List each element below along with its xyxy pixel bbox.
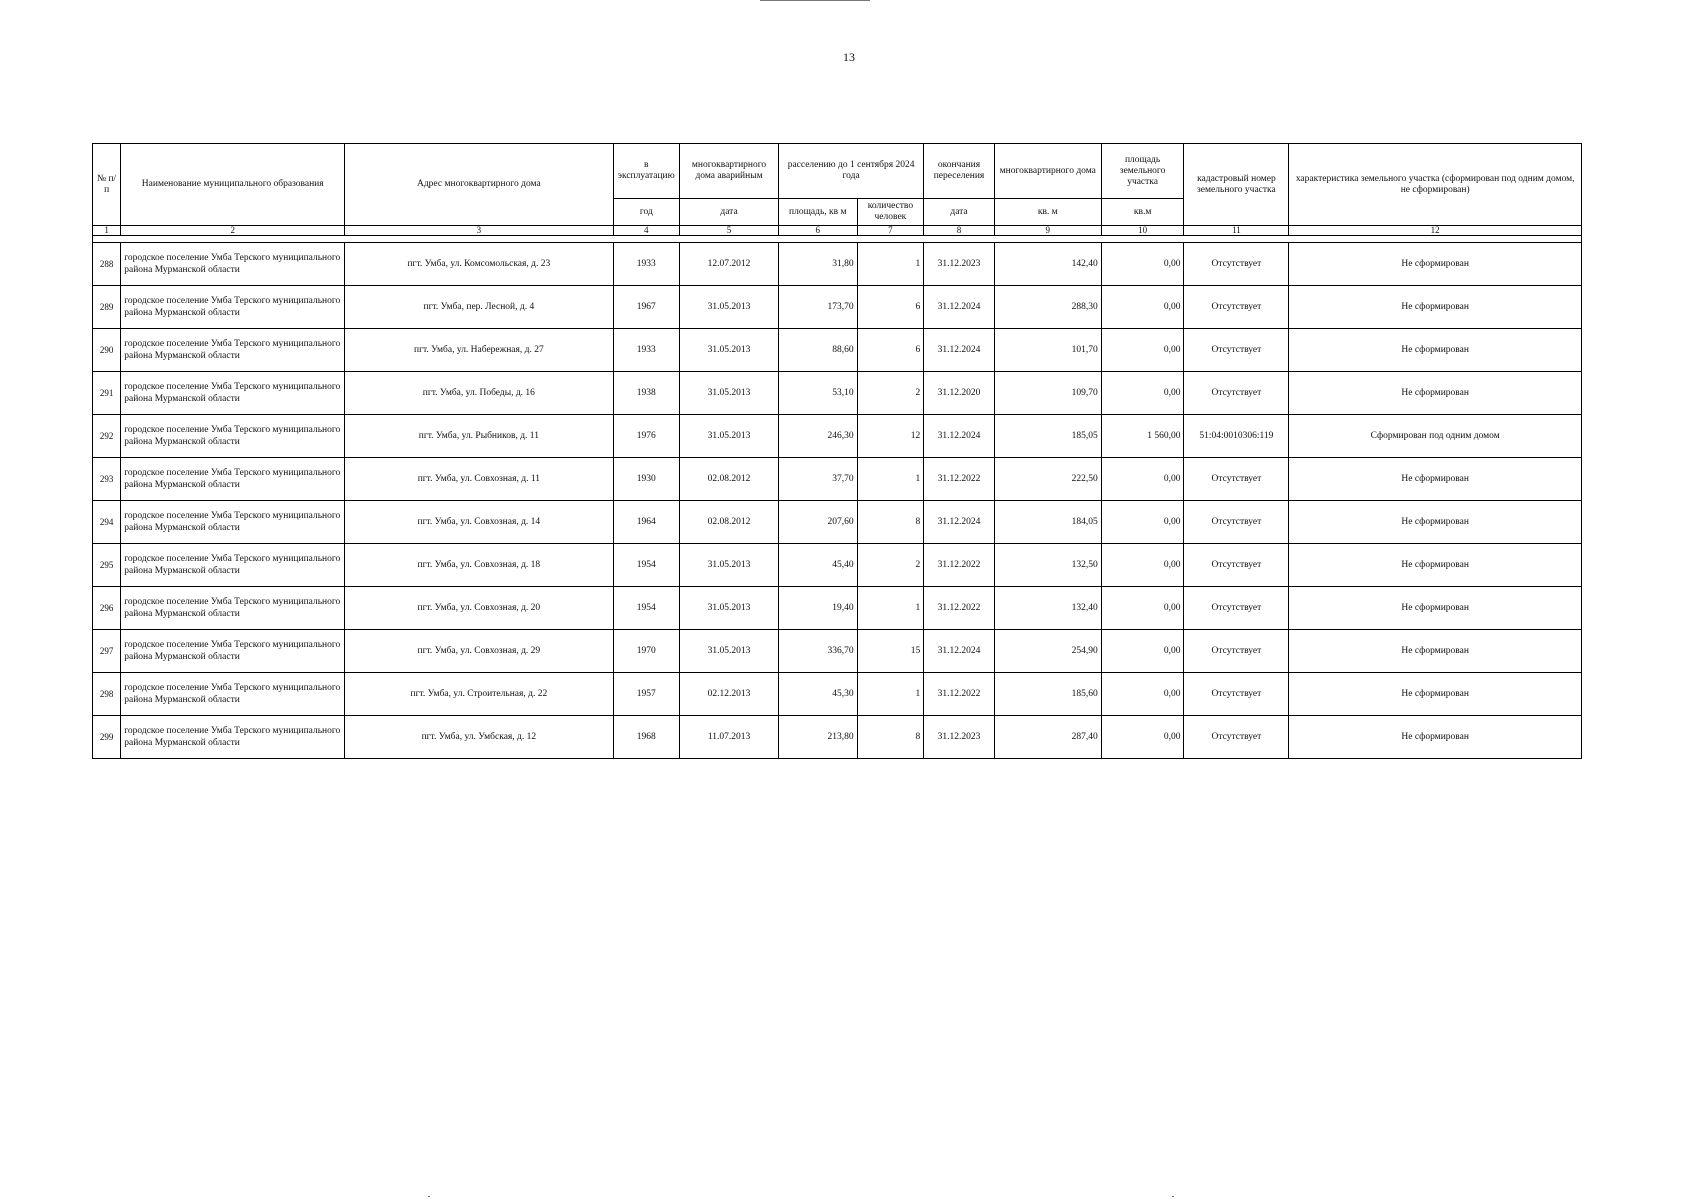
house-area-cell: 222,50 <box>994 458 1101 501</box>
cadastral-number-cell: Отсутствует <box>1184 587 1289 630</box>
people-count-cell: 1 <box>857 243 924 286</box>
people-count-cell: 12 <box>857 415 924 458</box>
year-cell: 1938 <box>613 372 680 415</box>
column-index: 1 <box>93 226 121 236</box>
end-date-cell: 31.12.2024 <box>924 501 995 544</box>
column-index: 5 <box>680 226 779 236</box>
row-number: 297 <box>93 630 121 673</box>
column-index: 3 <box>345 226 613 236</box>
house-area-cell: 132,40 <box>994 587 1101 630</box>
scan-artifact-bottom-right <box>1172 1196 1174 1197</box>
house-area-cell: 287,40 <box>994 716 1101 759</box>
land-area-cell: 1 560,00 <box>1101 415 1184 458</box>
scan-artifact-top <box>760 0 870 1</box>
house-area-cell: 288,30 <box>994 286 1101 329</box>
header-land-area: площадь земельного участка <box>1101 144 1184 199</box>
house-area-cell: 185,05 <box>994 415 1101 458</box>
land-status-cell: Не сформирован <box>1289 372 1582 415</box>
page-number: 13 <box>843 50 855 64</box>
table-row <box>93 587 1582 630</box>
land-area-cell: 0,00 <box>1101 587 1184 630</box>
table-row <box>93 501 1582 544</box>
end-date-cell: 31.12.2020 <box>924 372 995 415</box>
emergency-date-cell: 31.05.2013 <box>680 329 779 372</box>
land-status-cell: Не сформирован <box>1289 286 1582 329</box>
header-land-status: характеристика земельного участка (сформирован под одним домом, не сформирован) <box>1289 144 1582 226</box>
cadastral-number-cell: 51:04:0010306:119 <box>1184 415 1289 458</box>
address-cell: пгт. Умба, ул. Совхозная, д. 11 <box>345 458 613 501</box>
table-row <box>93 544 1582 587</box>
cadastral-number-cell: Отсутствует <box>1184 329 1289 372</box>
header-end: окончания переселения <box>924 144 995 199</box>
column-index: 12 <box>1289 226 1582 236</box>
municipality-cell: городское поселение Умба Терского муниципального района Мурманской области <box>121 243 345 286</box>
resettle-area-cell: 37,70 <box>778 458 857 501</box>
resettle-area-cell: 53,10 <box>778 372 857 415</box>
resettle-area-cell: 213,80 <box>778 716 857 759</box>
land-area-cell: 0,00 <box>1101 544 1184 587</box>
end-date-cell: 31.12.2024 <box>924 415 995 458</box>
row-number: 294 <box>93 501 121 544</box>
municipality-cell: городское поселение Умба Терского муниципального района Мурманской области <box>121 415 345 458</box>
row-number: 299 <box>93 716 121 759</box>
address-cell: пгт. Умба, ул. Умбская, д. 12 <box>345 716 613 759</box>
address-cell: пгт. Умба, ул. Набережная, д. 27 <box>345 329 613 372</box>
end-date-cell: 31.12.2023 <box>924 716 995 759</box>
land-status-cell: Сформирован под одним домом <box>1289 415 1582 458</box>
municipality-cell: городское поселение Умба Терского муниципального района Мурманской области <box>121 329 345 372</box>
table-body <box>93 236 1582 759</box>
year-cell: 1930 <box>613 458 680 501</box>
table-row <box>93 716 1582 759</box>
column-index-row <box>93 226 1582 236</box>
column-index: 10 <box>1101 226 1184 236</box>
emergency-date-cell: 11.07.2013 <box>680 716 779 759</box>
table-row <box>93 415 1582 458</box>
row-number: 295 <box>93 544 121 587</box>
land-status-cell: Не сформирован <box>1289 329 1582 372</box>
address-cell: пгт. Умба, пер. Лесной, д. 4 <box>345 286 613 329</box>
emergency-date-cell: 12.07.2012 <box>680 243 779 286</box>
row-number: 290 <box>93 329 121 372</box>
row-number: 293 <box>93 458 121 501</box>
land-status-cell: Не сформирован <box>1289 544 1582 587</box>
column-index: 7 <box>857 226 924 236</box>
year-cell: 1954 <box>613 544 680 587</box>
resettle-area-cell: 45,40 <box>778 544 857 587</box>
end-date-cell: 31.12.2022 <box>924 458 995 501</box>
cadastral-number-cell: Отсутствует <box>1184 243 1289 286</box>
people-count-cell: 2 <box>857 544 924 587</box>
municipality-cell: городское поселение Умба Терского муниципального района Мурманской области <box>121 673 345 716</box>
housing-register-table <box>92 143 1582 759</box>
people-count-cell: 15 <box>857 630 924 673</box>
land-area-cell: 0,00 <box>1101 329 1184 372</box>
cadastral-number-cell: Отсутствует <box>1184 544 1289 587</box>
cadastral-number-cell: Отсутствует <box>1184 458 1289 501</box>
cadastral-number-cell: Отсутствует <box>1184 286 1289 329</box>
cadastral-number-cell: Отсутствует <box>1184 673 1289 716</box>
end-date-cell: 31.12.2024 <box>924 630 995 673</box>
municipality-cell: городское поселение Умба Терского муниципального района Мурманской области <box>121 372 345 415</box>
cadastral-number-cell: Отсутствует <box>1184 372 1289 415</box>
subheader-house-unit: кв. м <box>994 199 1101 226</box>
people-count-cell: 1 <box>857 673 924 716</box>
subheader-year: год <box>613 199 680 226</box>
year-cell: 1976 <box>613 415 680 458</box>
municipality-cell: городское поселение Умба Терского муниципального района Мурманской области <box>121 458 345 501</box>
subheader-date: дата <box>680 199 779 226</box>
table-row <box>93 243 1582 286</box>
table-row <box>93 329 1582 372</box>
table-row <box>93 458 1582 501</box>
end-date-cell: 31.12.2022 <box>924 587 995 630</box>
municipality-cell: городское поселение Умба Терского муниципального района Мурманской области <box>121 501 345 544</box>
land-area-cell: 0,00 <box>1101 372 1184 415</box>
municipality-cell: городское поселение Умба Терского муниципального района Мурманской области <box>121 286 345 329</box>
house-area-cell: 132,50 <box>994 544 1101 587</box>
table-row <box>93 286 1582 329</box>
emergency-date-cell: 31.05.2013 <box>680 372 779 415</box>
cadastral-number-cell: Отсутствует <box>1184 716 1289 759</box>
end-date-cell: 31.12.2023 <box>924 243 995 286</box>
subheader-people: количество человек <box>857 199 924 226</box>
table-row <box>93 372 1582 415</box>
address-cell: пгт. Умба, ул. Комсомольская, д. 23 <box>345 243 613 286</box>
cadastral-number-cell: Отсутствует <box>1184 501 1289 544</box>
address-cell: пгт. Умба, ул. Совхозная, д. 29 <box>345 630 613 673</box>
row-number: 292 <box>93 415 121 458</box>
emergency-date-cell: 31.05.2013 <box>680 286 779 329</box>
land-status-cell: Не сформирован <box>1289 501 1582 544</box>
land-area-cell: 0,00 <box>1101 716 1184 759</box>
land-status-cell: Не сформирован <box>1289 673 1582 716</box>
spacer-row <box>93 236 1582 243</box>
land-area-cell: 0,00 <box>1101 458 1184 501</box>
resettle-area-cell: 246,30 <box>778 415 857 458</box>
emergency-date-cell: 31.05.2013 <box>680 587 779 630</box>
year-cell: 1968 <box>613 716 680 759</box>
column-index: 11 <box>1184 226 1289 236</box>
people-count-cell: 1 <box>857 587 924 630</box>
house-area-cell: 142,40 <box>994 243 1101 286</box>
emergency-date-cell: 02.08.2012 <box>680 501 779 544</box>
people-count-cell: 6 <box>857 286 924 329</box>
emergency-date-cell: 02.12.2013 <box>680 673 779 716</box>
header-num: № п/п <box>93 144 121 226</box>
emergency-date-cell: 31.05.2013 <box>680 630 779 673</box>
people-count-cell: 8 <box>857 501 924 544</box>
house-area-cell: 254,90 <box>994 630 1101 673</box>
year-cell: 1933 <box>613 329 680 372</box>
column-index: 8 <box>924 226 995 236</box>
resettle-area-cell: 31,80 <box>778 243 857 286</box>
resettle-area-cell: 88,60 <box>778 329 857 372</box>
end-date-cell: 31.12.2022 <box>924 544 995 587</box>
people-count-cell: 6 <box>857 329 924 372</box>
header-resettlement: расселению до 1 сентября 2024 года <box>778 144 923 199</box>
resettle-area-cell: 173,70 <box>778 286 857 329</box>
land-status-cell: Не сформирован <box>1289 458 1582 501</box>
header-address: Адрес многоквартирного дома <box>345 144 613 226</box>
land-status-cell: Не сформирован <box>1289 587 1582 630</box>
house-area-cell: 184,05 <box>994 501 1101 544</box>
row-number: 288 <box>93 243 121 286</box>
table-row <box>93 630 1582 673</box>
row-number: 289 <box>93 286 121 329</box>
house-area-cell: 101,70 <box>994 329 1101 372</box>
year-cell: 1967 <box>613 286 680 329</box>
scan-artifact-bottom-left <box>428 1196 430 1197</box>
row-number: 298 <box>93 673 121 716</box>
address-cell: пгт. Умба, ул. Победы, д. 16 <box>345 372 613 415</box>
address-cell: пгт. Умба, ул. Совхозная, д. 14 <box>345 501 613 544</box>
land-area-cell: 0,00 <box>1101 630 1184 673</box>
subheader-end-date: дата <box>924 199 995 226</box>
column-index: 9 <box>994 226 1101 236</box>
header-commission: в эксплуатацию <box>613 144 680 199</box>
year-cell: 1970 <box>613 630 680 673</box>
subheader-land-unit: кв.м <box>1101 199 1184 226</box>
header-house-area: многоквартирного дома <box>994 144 1101 199</box>
municipality-cell: городское поселение Умба Терского муниципального района Мурманской области <box>121 630 345 673</box>
municipality-cell: городское поселение Умба Терского муниципального района Мурманской области <box>121 587 345 630</box>
column-index: 2 <box>121 226 345 236</box>
year-cell: 1933 <box>613 243 680 286</box>
people-count-cell: 2 <box>857 372 924 415</box>
house-area-cell: 109,70 <box>994 372 1101 415</box>
header-municipality: Наименование муниципального образования <box>121 144 345 226</box>
house-area-cell: 185,60 <box>994 673 1101 716</box>
resettle-area-cell: 207,60 <box>778 501 857 544</box>
resettle-area-cell: 19,40 <box>778 587 857 630</box>
address-cell: пгт. Умба, ул. Совхозная, д. 20 <box>345 587 613 630</box>
land-status-cell: Не сформирован <box>1289 716 1582 759</box>
people-count-cell: 1 <box>857 458 924 501</box>
end-date-cell: 31.12.2022 <box>924 673 995 716</box>
end-date-cell: 31.12.2024 <box>924 286 995 329</box>
people-count-cell: 8 <box>857 716 924 759</box>
emergency-date-cell: 02.08.2012 <box>680 458 779 501</box>
address-cell: пгт. Умба, ул. Совхозная, д. 18 <box>345 544 613 587</box>
resettle-area-cell: 336,70 <box>778 630 857 673</box>
land-area-cell: 0,00 <box>1101 673 1184 716</box>
municipality-cell: городское поселение Умба Терского муниципального района Мурманской области <box>121 716 345 759</box>
header-cadastral: кадастровый номер земельного участка <box>1184 144 1289 226</box>
table-row <box>93 673 1582 716</box>
municipality-cell: городское поселение Умба Терского муниципального района Мурманской области <box>121 544 345 587</box>
row-number: 296 <box>93 587 121 630</box>
land-area-cell: 0,00 <box>1101 286 1184 329</box>
emergency-date-cell: 31.05.2013 <box>680 544 779 587</box>
header-emergency: многоквартирного дома аварийным <box>680 144 779 199</box>
column-index: 6 <box>778 226 857 236</box>
address-cell: пгт. Умба, ул. Строительная, д. 22 <box>345 673 613 716</box>
subheader-area: площадь, кв м <box>778 199 857 226</box>
land-status-cell: Не сформирован <box>1289 630 1582 673</box>
address-cell: пгт. Умба, ул. Рыбников, д. 11 <box>345 415 613 458</box>
land-area-cell: 0,00 <box>1101 501 1184 544</box>
land-status-cell: Не сформирован <box>1289 243 1582 286</box>
year-cell: 1957 <box>613 673 680 716</box>
header-row <box>93 144 1582 199</box>
land-area-cell: 0,00 <box>1101 243 1184 286</box>
end-date-cell: 31.12.2024 <box>924 329 995 372</box>
emergency-date-cell: 31.05.2013 <box>680 415 779 458</box>
column-index: 4 <box>613 226 680 236</box>
year-cell: 1954 <box>613 587 680 630</box>
resettle-area-cell: 45,30 <box>778 673 857 716</box>
row-number: 291 <box>93 372 121 415</box>
year-cell: 1964 <box>613 501 680 544</box>
cadastral-number-cell: Отсутствует <box>1184 630 1289 673</box>
